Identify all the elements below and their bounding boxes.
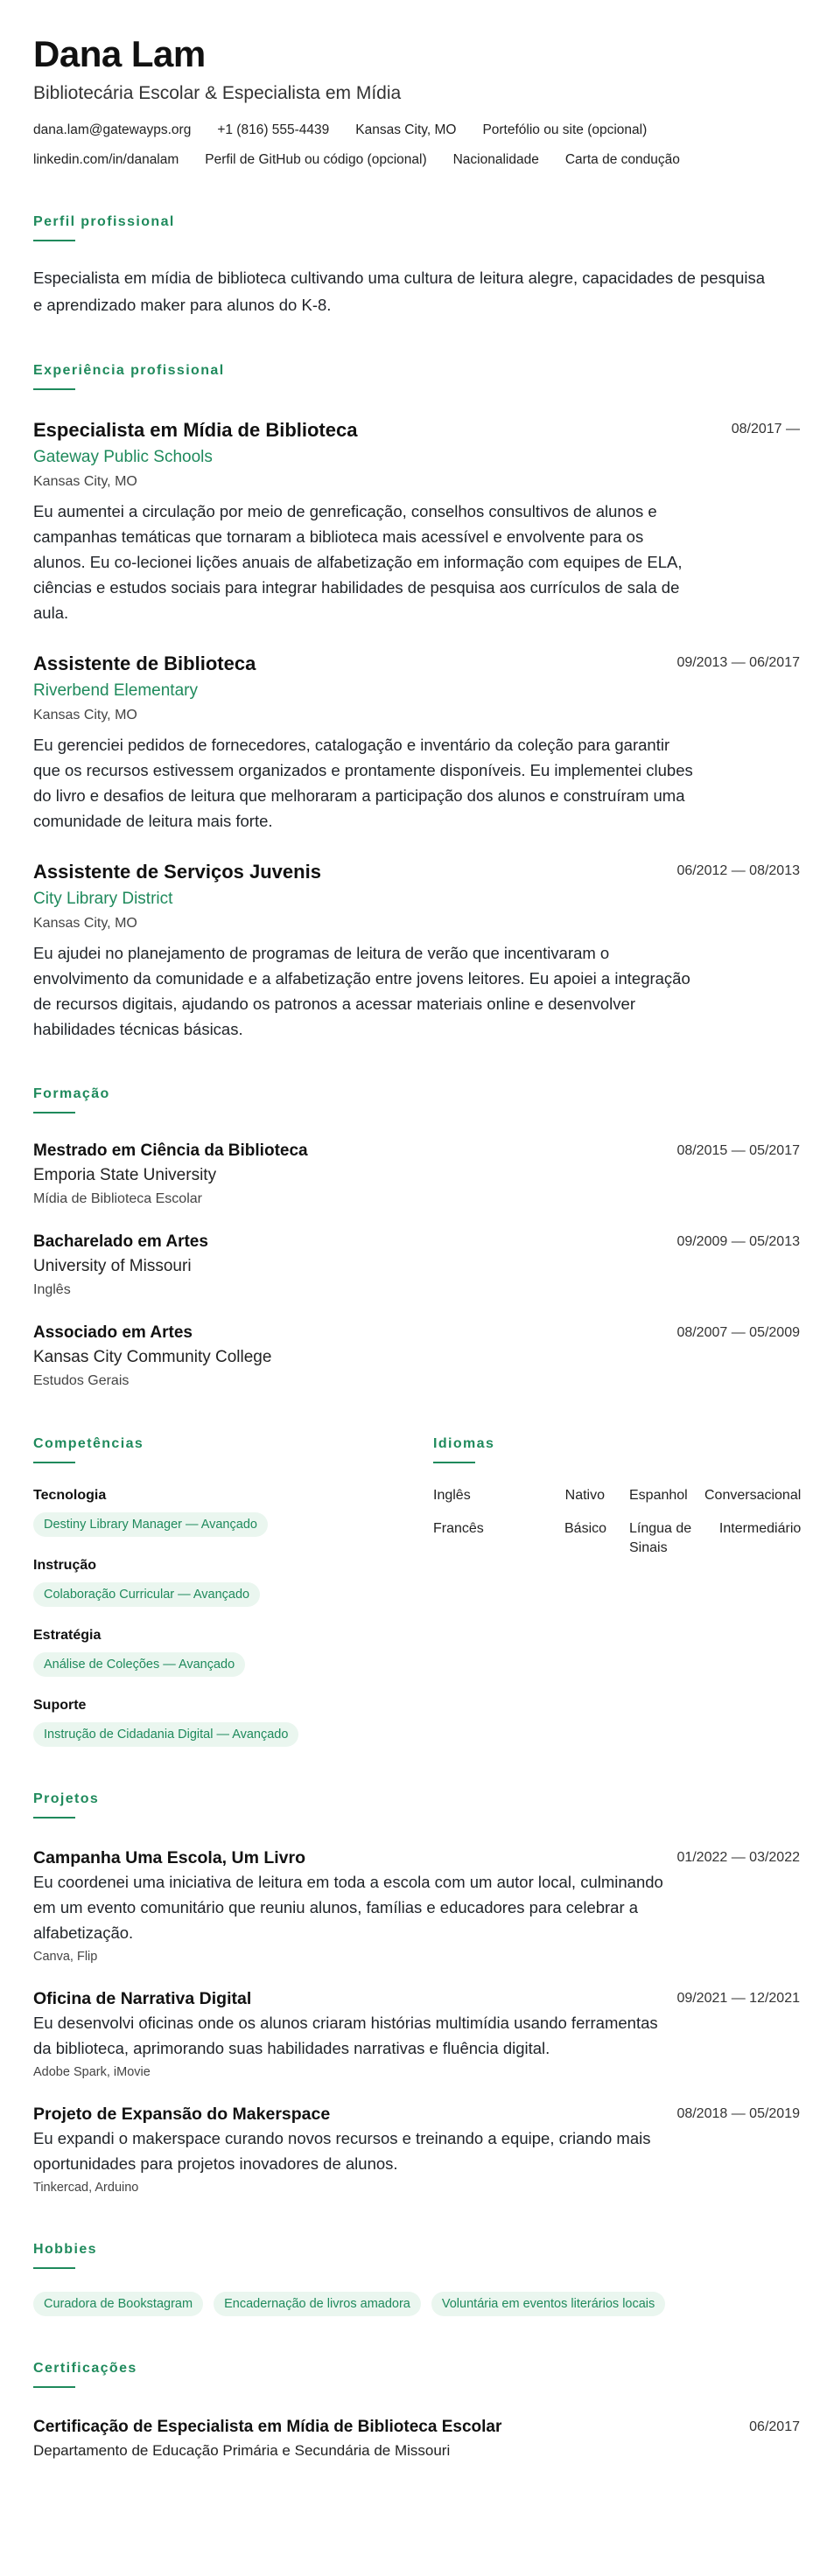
field-of-study: Estudos Gerais [33,1373,130,1388]
section-heading: Projetos [33,1791,100,1806]
hobbies-section [33,2241,800,2316]
skill-category: Estratégia [33,1628,102,1643]
experience-section [33,362,800,1042]
hobby-pill: Voluntária em eventos literários locais [431,2292,665,2316]
contact-portfolio[interactable]: Portefólio ou site (opcional) [482,122,648,137]
section-heading: Perfil profissional [33,214,175,229]
project-dates: 08/2018 — 05/2019 [676,2106,800,2121]
job-location: Kansas City, MO [33,474,137,489]
skill-pill: Análise de Coleções — Avançado [33,1652,245,1677]
skill-category: Tecnologia [33,1488,107,1503]
skills-languages-row [33,1435,800,1747]
section-divider [33,2267,75,2269]
job-dates: 08/2017 — [731,422,800,436]
job-organization: City Library District [33,890,173,908]
languages-section [433,1435,800,1747]
section-divider [433,1462,475,1463]
education-section [33,1086,800,1392]
school: Kansas City Community College [33,1348,272,1366]
project-title: Projeto de Expansão do Makerspace [33,2105,331,2124]
job-entry [33,860,800,1042]
language-name: Língua de Sinais [629,1521,692,1555]
job-organization: Gateway Public Schools [33,448,213,466]
candidate-name: Dana Lam [33,33,206,74]
project-tools: Tinkercad, Arduino [33,2181,139,2195]
project-entry [33,2103,800,2197]
skill-category: Instrução [33,1558,97,1573]
section-heading: Experiência profissional [33,363,225,378]
language-name: Espanhol [629,1488,688,1503]
section-divider [33,2386,75,2388]
contact-phone[interactable]: +1 (816) 555-4439 [217,122,330,137]
hobbies-list [33,2292,800,2316]
project-description: Eu desenvolvi oficinas onde os alunos criaram histórias multimídia usando ferramentas da biblioteca, aprimorando suas habilidades narrativas e fluência digital. [33,2014,658,2057]
section-heading: Hobbies [33,2242,97,2257]
degree: Mestrado em Ciência da Biblioteca [33,1141,308,1160]
resume-header [33,31,800,170]
job-organization: Riverbend Elementary [33,681,198,700]
contact-linkedin[interactable]: linkedin.com/in/danalam [33,152,179,167]
candidate-title: Bibliotecária Escolar & Especialista em Mídia [33,83,402,103]
language-level: Nativo [564,1488,605,1503]
profile-section [33,213,800,318]
section-divider [33,1817,75,1819]
contact-driving-license: Carta de condução [564,152,680,167]
job-dates: 09/2013 — 06/2017 [676,655,800,670]
resume-content [33,31,800,2461]
section-heading: Certificações [33,2361,137,2376]
certification-name: Certificação de Especialista em Mídia de Biblioteca Escolar [33,2418,502,2436]
profile-summary: Especialista em mídia de biblioteca cultivando uma cultura de leitura alegre, capacidades de pesquisa e aprendizado maker para alunos do K-8. [33,269,766,314]
project-dates: 09/2021 — 12/2021 [676,1991,800,2006]
hobby-pill: Encadernação de livros amadora [214,2292,421,2316]
section-heading: Formação [33,1086,110,1101]
project-entry [33,1987,800,2082]
section-heading: Idiomas [433,1436,495,1451]
section-divider [33,1112,75,1113]
project-tools: Adobe Spark, iMovie [33,2065,151,2079]
job-dates: 06/2012 — 08/2013 [676,863,800,878]
section-heading: Competências [33,1436,144,1451]
job-entry [33,652,800,834]
project-dates: 01/2022 — 03/2022 [676,1850,800,1865]
school: University of Missouri [33,1257,192,1275]
section-divider [33,1462,75,1463]
certification-entry [33,2416,800,2461]
skill-pill: Destiny Library Manager — Avançado [33,1512,268,1537]
school: Emporia State University [33,1166,217,1184]
language-level: Conversacional [704,1488,802,1503]
job-location: Kansas City, MO [33,708,137,723]
project-description: Eu expandi o makerspace curando novos recursos e treinando a equipe, criando mais oportunidades para projetos inovadores de alunos. [33,2129,651,2173]
project-title: Oficina de Narrativa Digital [33,1989,252,2008]
job-title: Especialista em Mídia de Biblioteca [33,419,358,441]
project-title: Campanha Uma Escola, Um Livro [33,1848,306,1867]
job-description: Eu gerenciei pedidos de fornecedores, catalogação e inventário da coleção para garantir que os recursos estivessem organizados e prontamente disponíveis. Eu implementei clubes do livro e desafios de leitura que melhoraram a participação dos alunos e construíram uma comunidade de leitura mais forte. [33,736,693,830]
language-name: Francês [433,1521,484,1536]
skill-category: Suporte [33,1698,87,1713]
education-dates: 08/2015 — 05/2017 [676,1143,800,1158]
job-title: Assistente de Serviços Juvenis [33,861,321,883]
education-dates: 09/2009 — 05/2013 [676,1234,800,1249]
certifications-section [33,2360,800,2461]
project-tools: Canva, Flip [33,1950,98,1964]
contact-list [33,121,800,170]
job-description: Eu aumentei a circulação por meio de genreficação, conselhos consultivos de alunos e campanhas temáticas que tornaram a biblioteca mais acessível e envolvente para os alunos. Eu co-lecionei lições anuais de alfabetização em informação com equipes de ELA, ciências e estudos sociais para integrar habilidades de pesquisa aos currículos de sala de aula. [33,502,683,622]
language-level: Intermediário [718,1521,802,1536]
degree: Associado em Artes [33,1323,193,1342]
certification-date: 06/2017 [749,2419,800,2434]
contact-location: Kansas City, MO [355,122,457,137]
section-divider [33,388,75,390]
degree: Bacharelado em Artes [33,1232,208,1251]
project-entry [33,1846,800,1966]
contact-email[interactable]: dana.lam@gatewayps.org [33,122,192,137]
language-name: Inglês [433,1488,471,1503]
skills-section [33,1435,398,1747]
project-description: Eu coordenei uma iniciativa de leitura em toda a escola com um autor local, culminando em um evento comunitário que reuniu alunos, famílias e educadores para celebrar a alfabetização. [33,1873,663,1942]
job-title: Assistente de Biblioteca [33,653,256,674]
hobby-pill: Curadora de Bookstagram [33,2292,203,2316]
education-dates: 08/2007 — 05/2009 [676,1325,800,1340]
skill-pill: Instrução de Cidadania Digital — Avançado [33,1722,298,1747]
projects-section [33,1791,800,2197]
education-entry [33,1231,800,1301]
language-level: Básico [564,1521,607,1536]
contact-nationality: Nacionalidade [452,152,539,167]
job-location: Kansas City, MO [33,916,137,931]
education-entry [33,1322,800,1392]
certification-issuer: Departamento de Educação Primária e Secundária de Missouri [33,2442,451,2459]
job-description: Eu ajudei no planejamento de programas de leitura de verão que incentivaram o envolvimento da comunidade e a alfabetização entre jovens leitores. Eu apoiei a integração de recursos digitais, ajudando os patronos a acessar materiais online e desenvolver habilidades técnicas básicas. [33,944,690,1038]
field-of-study: Mídia de Biblioteca Escolar [33,1191,202,1206]
job-entry [33,418,800,625]
skill-pill: Colaboração Curricular — Avançado [33,1582,260,1607]
field-of-study: Inglês [33,1282,71,1297]
contact-github[interactable]: Perfil de GitHub ou código (opcional) [205,152,427,167]
languages-list [433,1486,800,1558]
education-entry [33,1140,800,1210]
section-divider [33,240,75,241]
